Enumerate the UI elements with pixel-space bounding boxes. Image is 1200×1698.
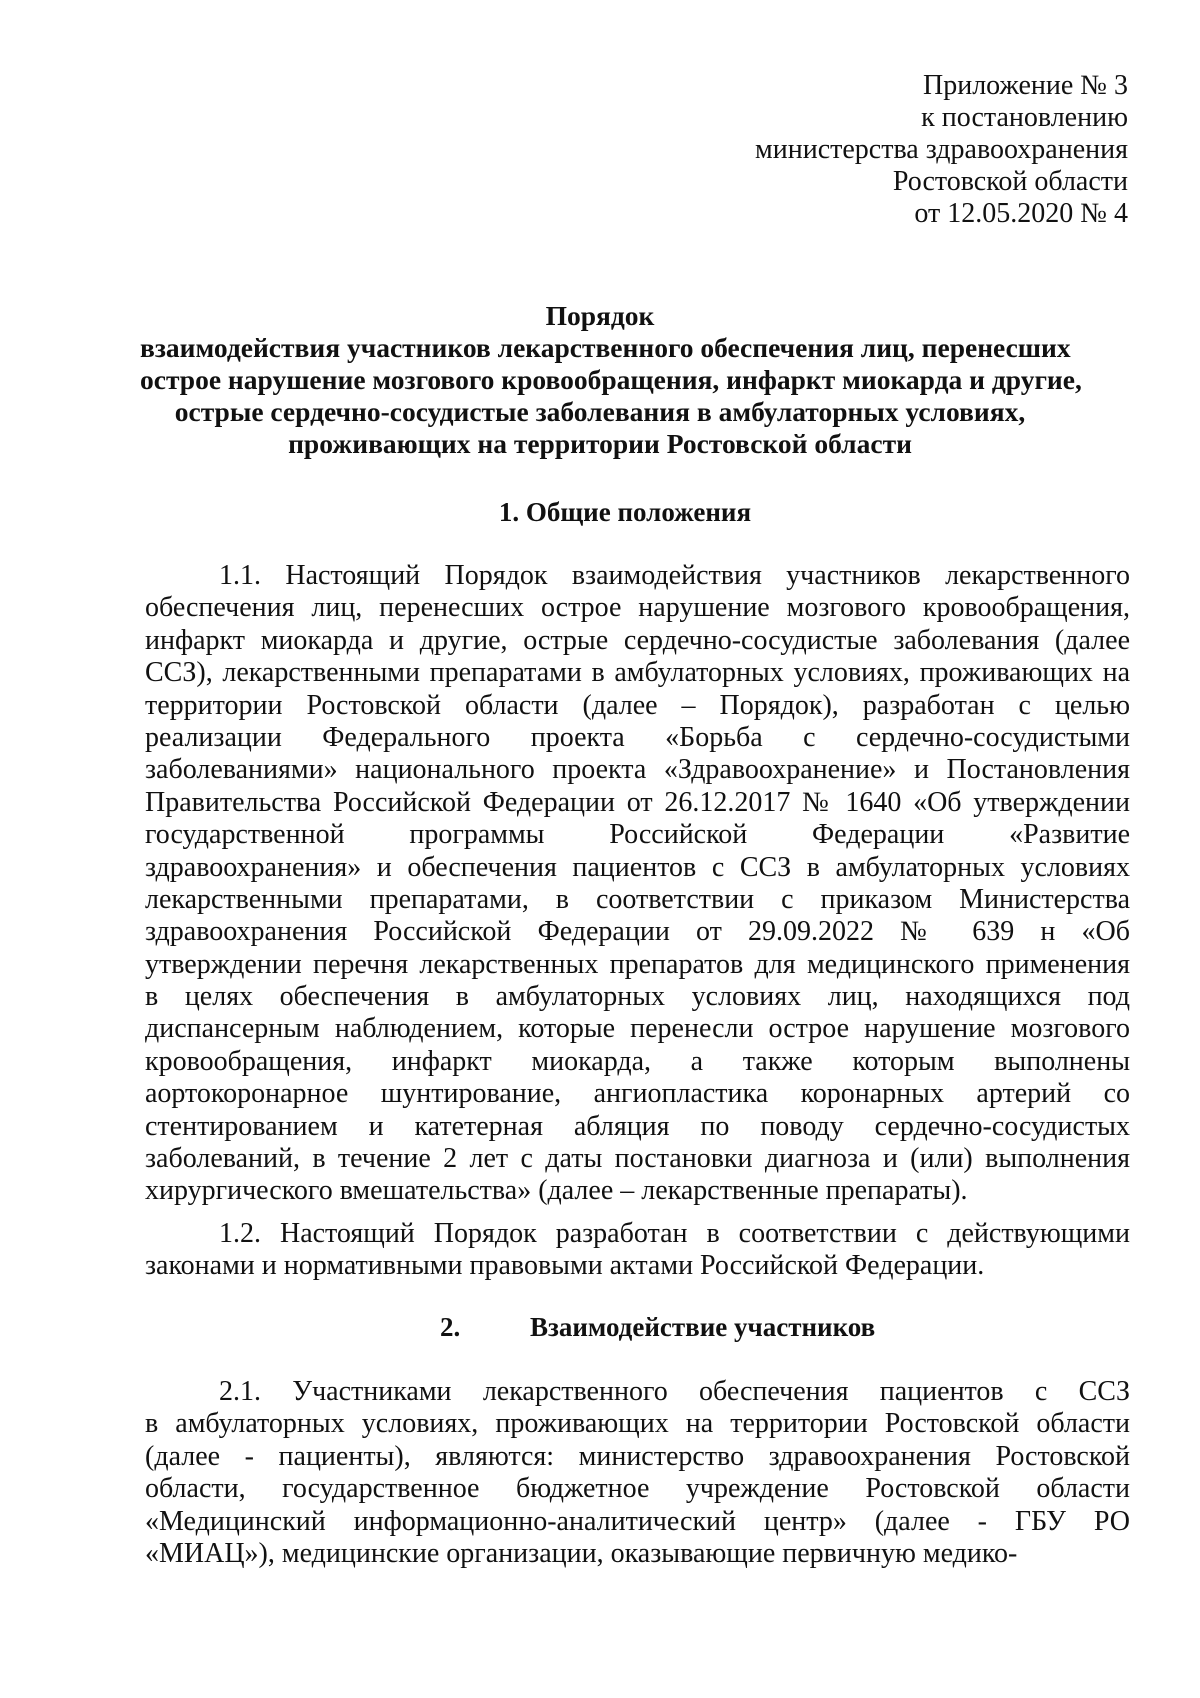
annex-date: от 12.05.2020 № 4 [914,198,1128,229]
paragraph-line: «Медицинский информационно-аналитический центр» (далее - ГБУ РО [145,1505,1130,1537]
paragraph-line: обеспечения лиц, перенесших острое нарушение мозгового кровообращения, [145,592,1130,624]
paragraph-line: лекарственными препаратами, в соответствии с приказом Министерства [145,883,1130,915]
paragraph-line: стентированием и катетерная абляция по поводу сердечно-сосудистых [145,1110,1130,1142]
paragraph-1-1 [145,560,1130,1208]
paragraph-line: (далее - пациенты), являются: министерство здравоохранения Ростовской [145,1440,1130,1472]
paragraph-line: диспансерным наблюдением, которые перенесли острое нарушение мозгового [145,1013,1130,1045]
paragraph-line: 2.1. Участниками лекарственного обеспечения пациентов с ССЗ [219,1376,1130,1407]
section-2-number: 2. [440,1312,461,1342]
document-title [140,300,1082,460]
paragraph-line: ССЗ), лекарственными препаратами в амбулаторных условиях, проживающих на [145,657,1130,689]
paragraph-line: реализации Федерального проекта «Борьба с сердечно-сосудистыми [145,721,1130,753]
section-1-heading: 1. Общие положения [498,497,752,527]
paragraph-line: здравоохранения» и обеспечения пациентов с ССЗ в амбулаторных условиях [145,851,1130,883]
title-line: взаимодействия участников лекарственного обеспечения лиц, перенесших [140,332,1071,363]
paragraph-line: заболеваний, в течение 2 лет с даты постановки диагноза и (или) выполнения [145,1143,1130,1175]
paragraph-line: 1.1. Настоящий Порядок взаимодействия участников лекарственного [219,560,1130,591]
paragraph-line: 1.2. Настоящий Порядок разработан в соответствии с действующими [219,1218,1130,1249]
annex-number: Приложение № 3 [923,70,1128,101]
title-line: проживающих на территории Ростовской области [288,428,912,459]
paragraph-line: аортокоронарное шунтирование, ангиопластика коронарных артерий со [145,1078,1130,1110]
paragraph-line: законами и нормативными правовыми актами Российской Федерации. [145,1250,985,1282]
annex-line: к постановлению [921,102,1128,133]
title-line: острые сердечно-сосудистые заболевания в амбулаторных условиях, [174,396,1026,427]
paragraph-line: в целях обеспечения в амбулаторных условиях лиц, находящихся под [145,981,1130,1013]
paragraph-line: заболеваниями» национального проекта «Здравоохранение» и Постановления [145,754,1130,786]
section-2-title: Взаимодействие участников [530,1312,876,1342]
paragraph-line: хирургического вмешательства» (далее – лекарственные препараты). [145,1175,968,1207]
paragraph-2-1 [145,1376,1130,1570]
paragraph-line: в амбулаторных условиях, проживающих на территории Ростовской области [145,1408,1130,1440]
paragraph-line: области, государственное бюджетное учреждение Ростовской области [145,1473,1130,1505]
annex-line: министерства здравоохранения [755,134,1128,165]
paragraph-line: Правительства Российской Федерации от 26.12.2017 № 1640 «Об утверждении [145,786,1130,818]
title-line: острое нарушение мозгового кровообращения, инфаркт миокарда и другие, [140,364,1082,395]
paragraph-1-2 [145,1218,1130,1283]
paragraph-line: инфаркт миокарда и другие, острые сердечно-сосудистые заболевания (далее [145,624,1130,656]
title-line: Порядок [545,300,655,331]
paragraph-line: государственной программы Российской Федерации «Развитие [145,819,1130,851]
paragraph-line: кровообращения, инфаркт миокарда, а также которым выполнены [145,1045,1130,1077]
annex-line: Ростовской области [892,166,1128,197]
paragraph-line: территории Ростовской области (далее – Порядок), разработан с целью [145,689,1130,721]
paragraph-line: здравоохранения Российской Федерации от 29.09.2022 № 639 н «Об [145,916,1130,948]
annex-header [755,70,1128,230]
paragraph-line: «МИАЦ»), медицинские организации, оказывающие первичную медико- [145,1537,1018,1569]
paragraph-line: утверждении перечня лекарственных препаратов для медицинского применения [145,948,1130,980]
